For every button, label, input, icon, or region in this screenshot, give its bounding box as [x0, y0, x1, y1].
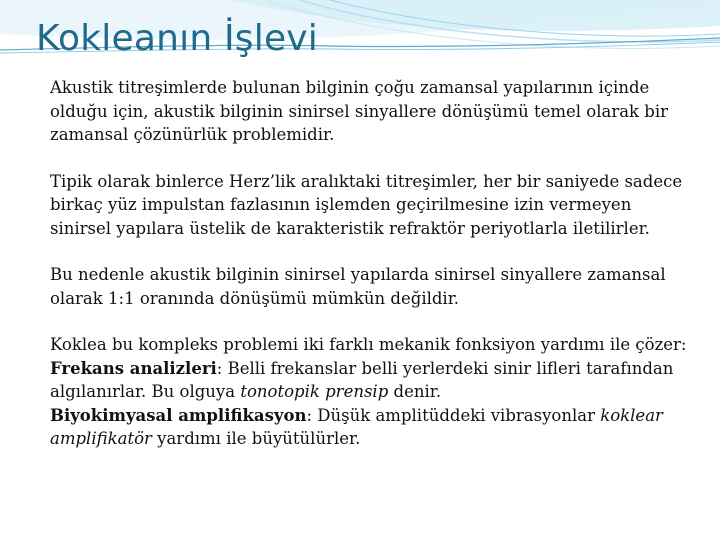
term-biochemical-amplification: Biyokimyasal amplifikasyon [50, 405, 307, 425]
amplification-text-end: yardımı ile büyütülürler. [151, 429, 361, 448]
paragraph-4-intro: Koklea bu kompleks problemi iki farklı mekanik fonksiyon yardımı ile çözer: [50, 335, 687, 354]
term-frequency-analysis: Frekans analizleri [50, 358, 217, 378]
paragraph-4 [50, 333, 690, 451]
frequency-analysis-text: : Belli frekanslar belli yerlerdeki sinir lifleri tarafından algılanırlar. Bu olguya [50, 358, 674, 401]
tonotopic-principle-term: tonotopik prensip [240, 382, 389, 401]
paragraph-1: Akustik titreşimlerde bulunan bilginin çoğu zamansal yapılarının içinde olduğu için, akustik bilginin sinirsel sinyallere dönüşümü temel olarak bir zamansal çözünürlük problemidir. [50, 78, 669, 144]
paragraph-3: Bu nedenle akustik bilginin sinirsel yapılarda sinirsel sinyallere zamansal olarak 1:1 oranında dönüşümü mümkün değildir. [50, 265, 666, 308]
slide-body [50, 76, 690, 451]
paragraph-2: Tipik olarak binlerce Herz’lik aralıktaki titreşimler, her bir saniyede sadece birkaç yüz impulstan fazlasının işlemden geçirilmesine izin vermeyen sinirsel yapılara üstelik de karakteristik refraktör periyotlarla iletilirler. [50, 171, 683, 238]
frequency-analysis-text-end: denir. [388, 382, 442, 401]
slide-title: Kokleanın İşlevi [36, 18, 319, 59]
cochlear-amplifier-term: koklear amplifikatör [50, 405, 663, 448]
amplification-text: : Düşük amplitüddeki vibrasyonlar [306, 405, 601, 425]
